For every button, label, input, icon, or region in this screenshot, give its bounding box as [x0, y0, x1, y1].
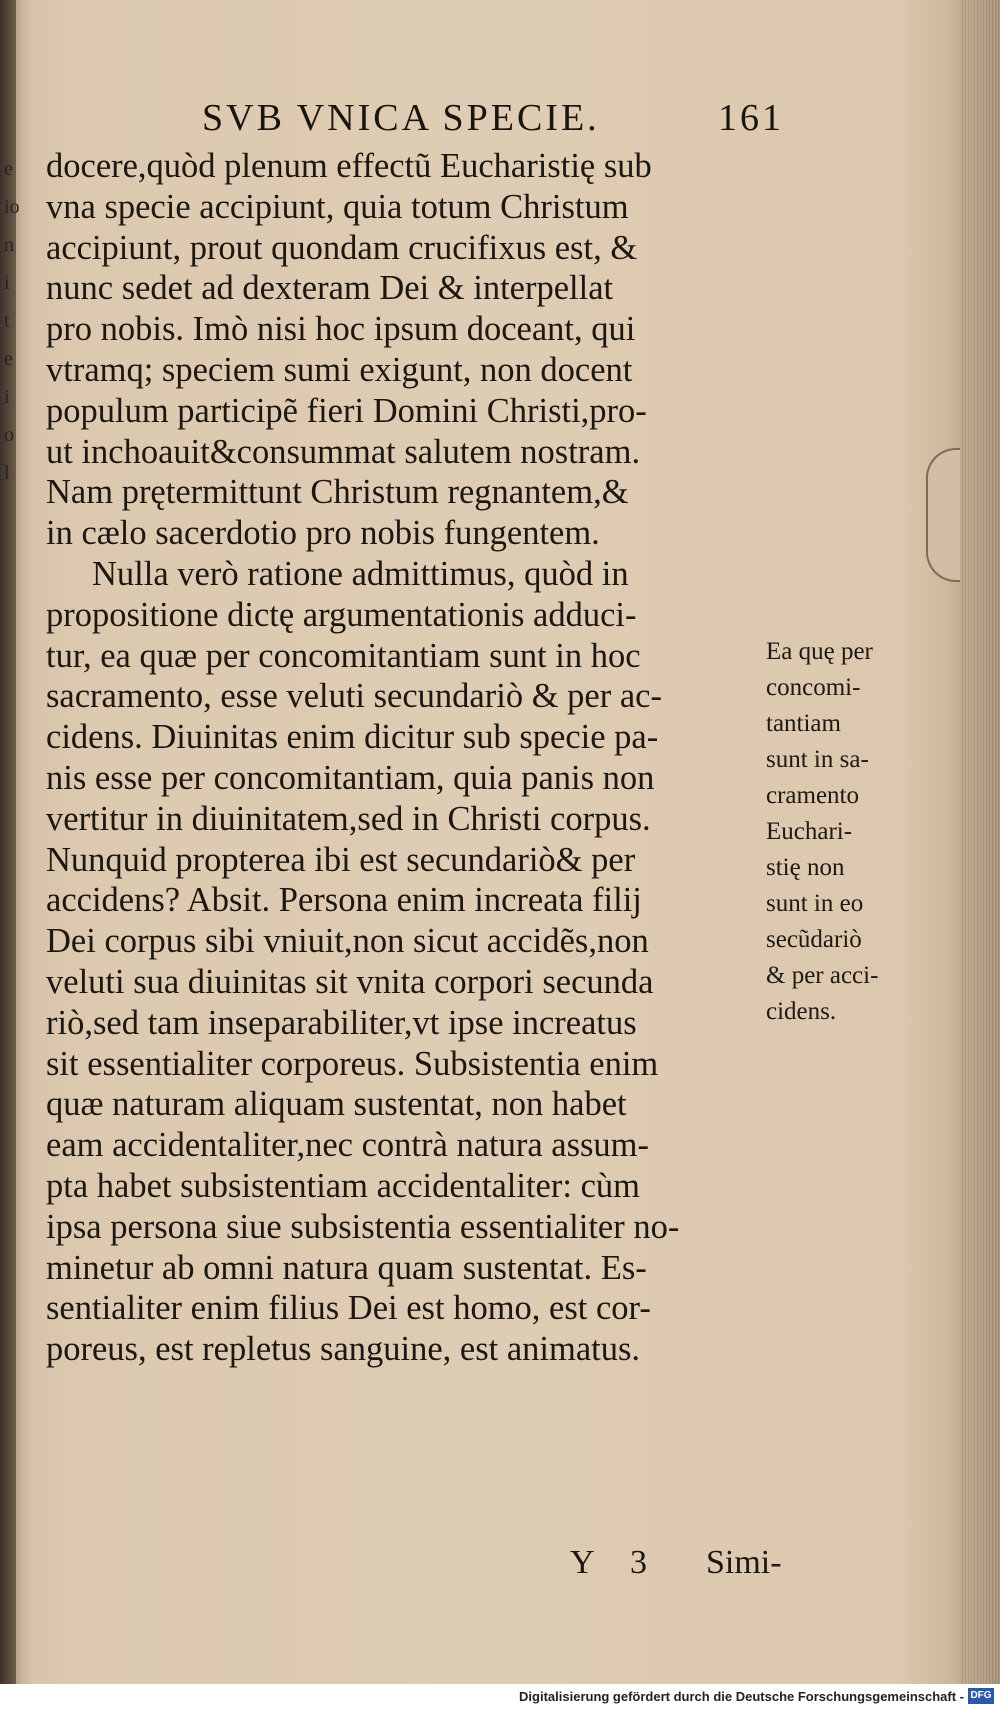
- text-line: veluti sua diuinitas sit vnita corpori secunda: [46, 962, 654, 1001]
- text-line: ut inchoauit&consummat salutem nostram.: [46, 432, 641, 471]
- text-line: vtramq; speciem sumi exigunt, non docent: [46, 350, 633, 389]
- facing-fragment: i: [4, 272, 10, 294]
- margin-line: stię non: [766, 854, 845, 881]
- text-line: docere,quòd plenum effectũ Eucharistię sub: [46, 147, 652, 185]
- running-title: SVB VNICA SPECIE.: [202, 97, 600, 139]
- margin-line: sunt in eo: [766, 890, 864, 917]
- text-line: vertitur in diuinitatem,sed in Christi corpus.: [46, 799, 651, 838]
- text-line: accidens? Absit. Persona enim increata filij: [46, 881, 642, 920]
- text-line: propositione dictę argumentationis adduci-: [46, 595, 637, 634]
- dfg-logo-icon: DFG: [968, 1688, 994, 1704]
- margin-line: tantiam: [766, 710, 841, 737]
- signature-mark: Y: [570, 1544, 595, 1581]
- margin-line: & per acci-: [766, 962, 879, 989]
- signature-number: 3: [630, 1544, 647, 1581]
- facing-fragment: o: [4, 424, 14, 446]
- margin-line: cramento: [766, 782, 860, 809]
- text-line-paragraph-start: Nulla verò ratione admittimus, quòd in: [92, 554, 629, 593]
- margin-line: concomi-: [766, 674, 861, 701]
- text-line: in cælo sacerdotio pro nobis fungentem.: [46, 514, 600, 553]
- footer-bar: [0, 1684, 1000, 1710]
- text-line: accipiunt, prout quondam crucifixus est, &: [46, 228, 638, 267]
- text-line: Nam prętermittunt Christum regnantem,&: [46, 473, 629, 512]
- text-line: nis esse per concomitantiam, quia panis non: [46, 758, 655, 797]
- text-line: ipsa persona siue subsistentia essentialiter no-: [46, 1207, 680, 1246]
- margin-line: secũdariò: [766, 926, 862, 953]
- text-line: sacramento, esse veluti secundariò & per ac-: [46, 677, 662, 716]
- text-line: tur, ea quæ per concomitantiam sunt in hoc: [46, 636, 641, 675]
- ribbon-marker: [926, 448, 960, 582]
- text-line: Dei corpus sibi vniuit,non sicut accidẽs,non: [46, 922, 649, 961]
- marginal-note: [766, 634, 936, 1030]
- text-block: [46, 96, 784, 1581]
- margin-line: Ea quę per: [766, 638, 873, 665]
- text-line: eam accidentaliter,nec contrà natura assum-: [46, 1126, 650, 1165]
- facing-fragment: e: [4, 158, 13, 180]
- text-line: vna specie accipiunt, quia totum Christum: [46, 187, 629, 226]
- facing-fragment: l: [4, 462, 10, 484]
- text-line: quæ naturam aliquam sustentat, non habet: [46, 1085, 627, 1124]
- margin-line: cidens.: [766, 998, 837, 1025]
- text-line: minetur ab omni natura quam sustentat. Es-: [46, 1248, 647, 1287]
- facing-page-fragments: [4, 150, 18, 492]
- text-line: Nunquid propterea ibi est secundariò& per: [46, 840, 636, 879]
- margin-line: sunt in sa-: [766, 746, 869, 773]
- text-line: populum participẽ fieri Domini Christi,pro-: [46, 391, 647, 430]
- catchword: Simi-: [706, 1544, 782, 1581]
- facing-fragment: e: [4, 348, 13, 370]
- text-line: poreus, est repletus sanguine, est animatus.: [46, 1330, 641, 1369]
- text-line: cidens. Diuinitas enim dicitur sub specie pa-: [46, 718, 659, 757]
- text-line: nunc sedet ad dexteram Dei & interpellat: [46, 269, 614, 308]
- facing-fragment: i: [4, 386, 10, 408]
- funding-credit: Digitalisierung gefördert durch die Deutsche Forschungsgemeinschaft -: [519, 1689, 964, 1704]
- text-line: pro nobis. Imò nisi hoc ipsum doceant, qui: [46, 310, 636, 349]
- facing-fragment: n: [4, 234, 14, 256]
- text-line: sentialiter enim filius Dei est homo, est cor-: [46, 1289, 651, 1328]
- body-text: [46, 146, 776, 1370]
- page-edges: [960, 0, 1000, 1684]
- facing-fragment: t: [4, 310, 10, 332]
- text-line: pta habet subsistentiam accidentaliter: cùm: [46, 1166, 640, 1205]
- text-line: sit essentialiter corporeus. Subsistentia enim: [46, 1044, 659, 1083]
- text-line: riò,sed tam inseparabiliter,vt ipse increatus: [46, 1003, 637, 1042]
- facing-fragment: io: [4, 196, 20, 218]
- page-number: 161: [718, 97, 784, 139]
- margin-line: Euchari-: [766, 818, 853, 845]
